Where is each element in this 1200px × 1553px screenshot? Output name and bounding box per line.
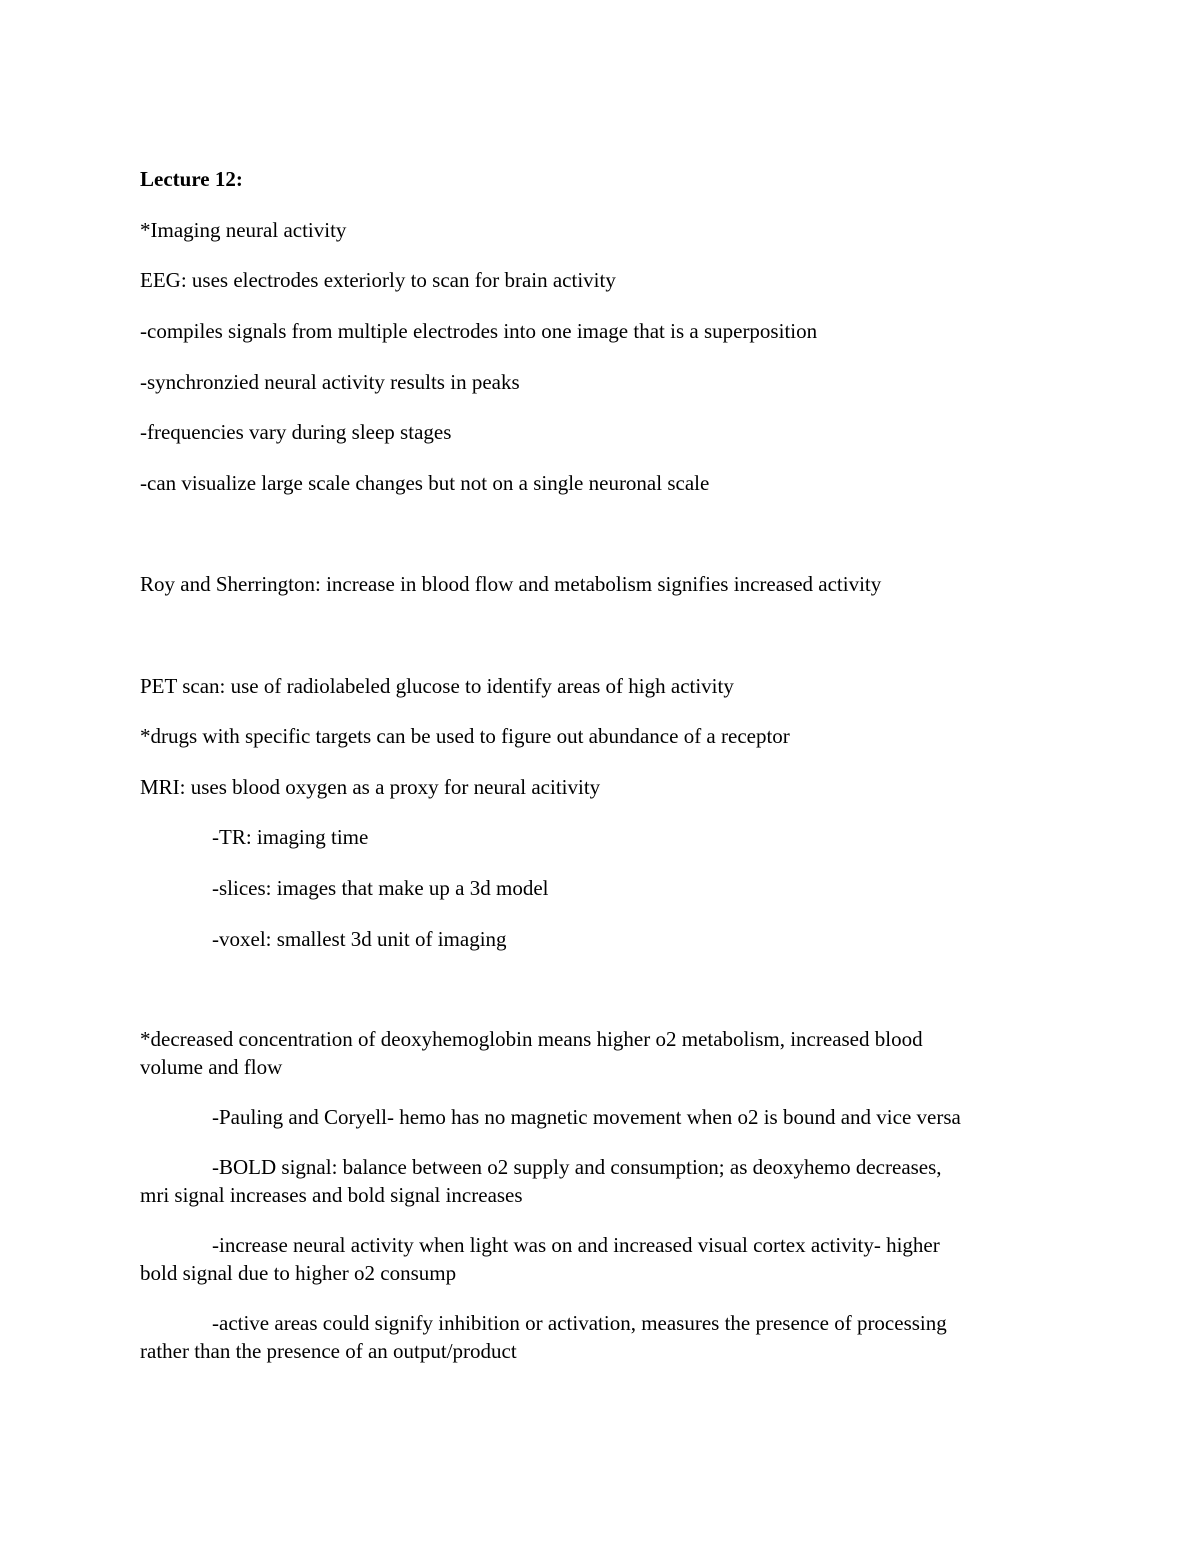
eeg-point-2: -synchronzied neural activity results in peaks xyxy=(140,370,520,394)
drugs-line: *drugs with specific targets can be used to figure out abundance of a receptor xyxy=(140,724,790,748)
pauling-line-1: -Pauling and Coryell- hemo has no magnetic movement when o2 is bound and vice versa xyxy=(212,1105,961,1129)
roy-sherrington-line: Roy and Sherrington: increase in blood flow and metabolism signifies increased activity xyxy=(140,572,882,596)
bold-signal-line-2: mri signal increases and bold signal increases xyxy=(140,1183,523,1207)
mri-line: MRI: uses blood oxygen as a proxy for neural acitivity xyxy=(140,775,601,799)
eeg-point-3: -frequencies vary during sleep stages xyxy=(140,420,452,444)
deoxy-line-1: *decreased concentration of deoxyhemoglobin means higher o2 metabolism, increased blood xyxy=(140,1027,923,1051)
mri-voxel: -voxel: smallest 3d unit of imaging xyxy=(212,927,507,951)
eeg-point-1: -compiles signals from multiple electrodes into one image that is a superposition xyxy=(140,319,818,343)
pauling-paragraph xyxy=(140,1103,1055,1131)
mri-tr: -TR: imaging time xyxy=(212,825,369,849)
bold-signal-line-1: -BOLD signal: balance between o2 supply and consumption; as deoxyhemo decreases, xyxy=(212,1155,942,1179)
active-line-2: rather than the presence of an output/product xyxy=(140,1339,517,1363)
deoxy-paragraph xyxy=(140,1025,1055,1081)
increase-paragraph xyxy=(140,1231,1055,1287)
active-line-1: -active areas could signify inhibition or activation, measures the presence of processing xyxy=(212,1311,947,1335)
pet-line: PET scan: use of radiolabeled glucose to identify areas of high activity xyxy=(140,674,734,698)
lecture-title: Lecture 12: xyxy=(140,167,243,191)
eeg-line: EEG: uses electrodes exteriorly to scan for brain activity xyxy=(140,268,616,292)
mri-slices: -slices: images that make up a 3d model xyxy=(212,876,549,900)
increase-line-1: -increase neural activity when light was on and increased visual cortex activity- higher xyxy=(212,1233,940,1257)
eeg-point-4: -can visualize large scale changes but not on a single neuronal scale xyxy=(140,471,710,495)
bold-signal-paragraph xyxy=(140,1153,1055,1209)
imaging-heading: *Imaging neural activity xyxy=(140,218,347,242)
deoxy-line-2: volume and flow xyxy=(140,1055,283,1079)
increase-line-2: bold signal due to higher o2 consump xyxy=(140,1261,457,1285)
active-paragraph xyxy=(140,1309,1055,1365)
